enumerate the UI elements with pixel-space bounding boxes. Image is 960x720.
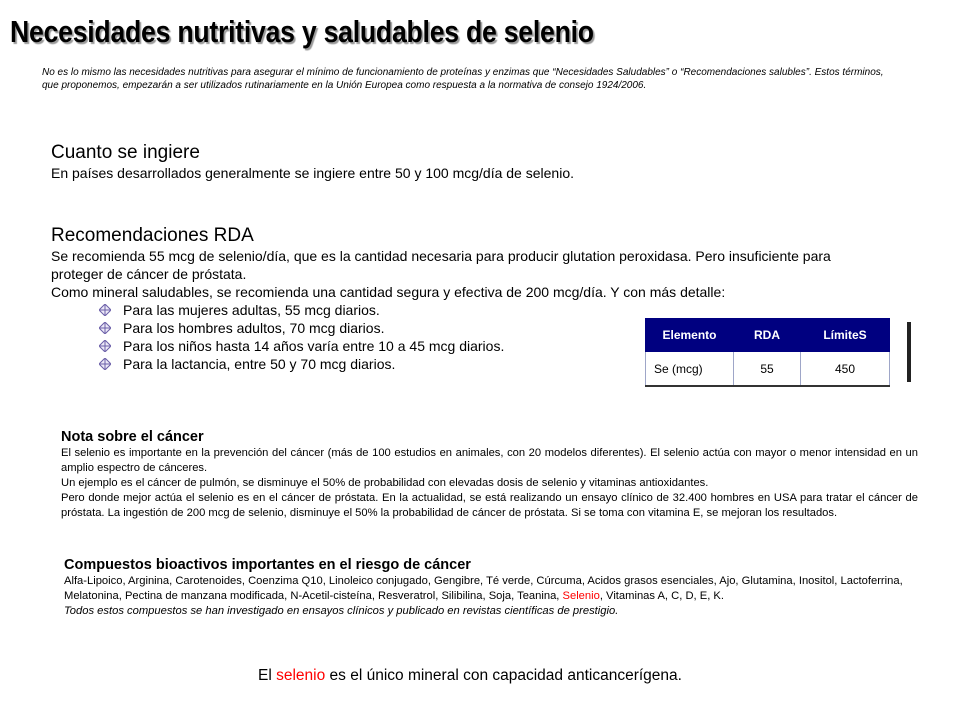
ingesta-heading: Cuanto se ingiere [51,142,200,163]
cancer-paragraph-1: El selenio es importante en la prevención del cáncer (más de 100 estudios en animales, con 20 modelos diferentes). El selenio actúa con mayor o menor intensidad en un amplio espectro de cánceres. [61,447,918,474]
rda-text-1: Se recomienda 55 mcg de selenio/día, que es la cantidad necesaria para producir glutation peroxidasa. Pero insuficiente para proteger de cáncer de próstata. [51,248,831,282]
diamond-cross-bullet-icon [99,304,111,316]
compuestos-note: Todos estos compuestos se han investigado en ensayos clínicos y publicado en revistas científicas de prestigio. [64,605,619,617]
cancer-section [61,428,918,521]
rda-table [645,318,890,387]
ingesta-text: En países desarrollados generalmente se ingiere entre 50 y 100 mcg/día de selenio. [51,165,574,181]
table-cell: 55 [734,352,801,387]
bullet-text: Para la lactancia, entre 50 y 70 mcg diarios. [123,356,396,372]
table-header-cell: Elemento [646,319,734,352]
closing-text: El [258,667,277,684]
bullet-text: Para los hombres adultos, 70 mcg diarios. [123,320,385,336]
cancer-heading: Nota sobre el cáncer [61,429,204,445]
table-header-cell: RDA [734,319,801,352]
intro-text: No es lo mismo las necesidades nutritivas para asegurar el mínimo de funcionamiento de proteínas y enzimas que “Necesidades Saludables” o “Recomendaciones salubles”. Estos términos, que proponemos, empezarán a ser utilizados rutinariamente en la Unión Europea como respuesta a la normativa de consejo 1924/2006. [42,67,884,91]
compuestos-list-text: Alfa-Lipoico, Arginina, Carotenoides, Coenzima Q10, Linoleico conjugado, Gengibre, Té verde, Cúrcuma, Acidos grasos esenciales, Ajo, Glutamina, Inositol, Lactoferrina, Melatonina, Pectina de manzana modificada, N-Acetil-cisteína, Resveratrol, Silibilina, Soja, Teanina, [64,575,903,602]
table-row [646,352,890,387]
bullet-text: Para las mujeres adultas, 55 mcg diarios. [123,302,380,318]
cancer-paragraph-2: Un ejemplo es el cáncer de pulmón, se disminuye el 50% de probabilidad con elevadas dosis de selenio y vitaminas antioxidantes. [61,477,709,489]
compuestos-section [64,556,919,619]
ingesta-section [51,142,931,182]
table-shadow [907,322,911,382]
rda-heading: Recomendaciones RDA [51,225,254,246]
compuestos-list [64,574,919,604]
compuestos-list-end: , Vitaminas A, C, D, E, K. [599,590,724,602]
table-cell: 450 [801,352,890,387]
list-item [99,301,831,319]
closing-text-end: es el único mineral con capacidad anticancerígena. [325,667,682,684]
cancer-paragraph-3: Pero donde mejor actúa el selenio es en el cáncer de próstata. En la actualidad, se está realizando un ensayo clínico de 32.400 hombres en USA para tratar el cáncer de próstata. La ingestión de 200 mcg de selenio, disminuye el 50% la probabilidad de cáncer de próstata. Si se toma con vitamina E, se mejoran los resultados. [61,492,918,519]
page-title: Necesidades nutritivas y saludables de selenio [10,14,594,49]
bullet-text: Para los niños hasta 14 años varía entre 10 a 45 mcg diarios. [123,338,505,354]
compuestos-highlight: Selenio [562,590,600,602]
table-header-cell: LímiteS [801,319,890,352]
diamond-cross-bullet-icon [99,358,111,370]
closing-statement [0,667,940,685]
table-cell: Se (mcg) [646,352,734,387]
compuestos-heading: Compuestos bioactivos importantes en el riesgo de cáncer [64,557,471,573]
rda-text-2: Como mineral saludables, se recomienda una cantidad segura y efectiva de 200 mcg/día. Y con más detalle: [51,284,726,300]
table-header-row [646,319,890,352]
closing-highlight: selenio [276,667,326,684]
diamond-cross-bullet-icon [99,322,111,334]
diamond-cross-bullet-icon [99,340,111,352]
